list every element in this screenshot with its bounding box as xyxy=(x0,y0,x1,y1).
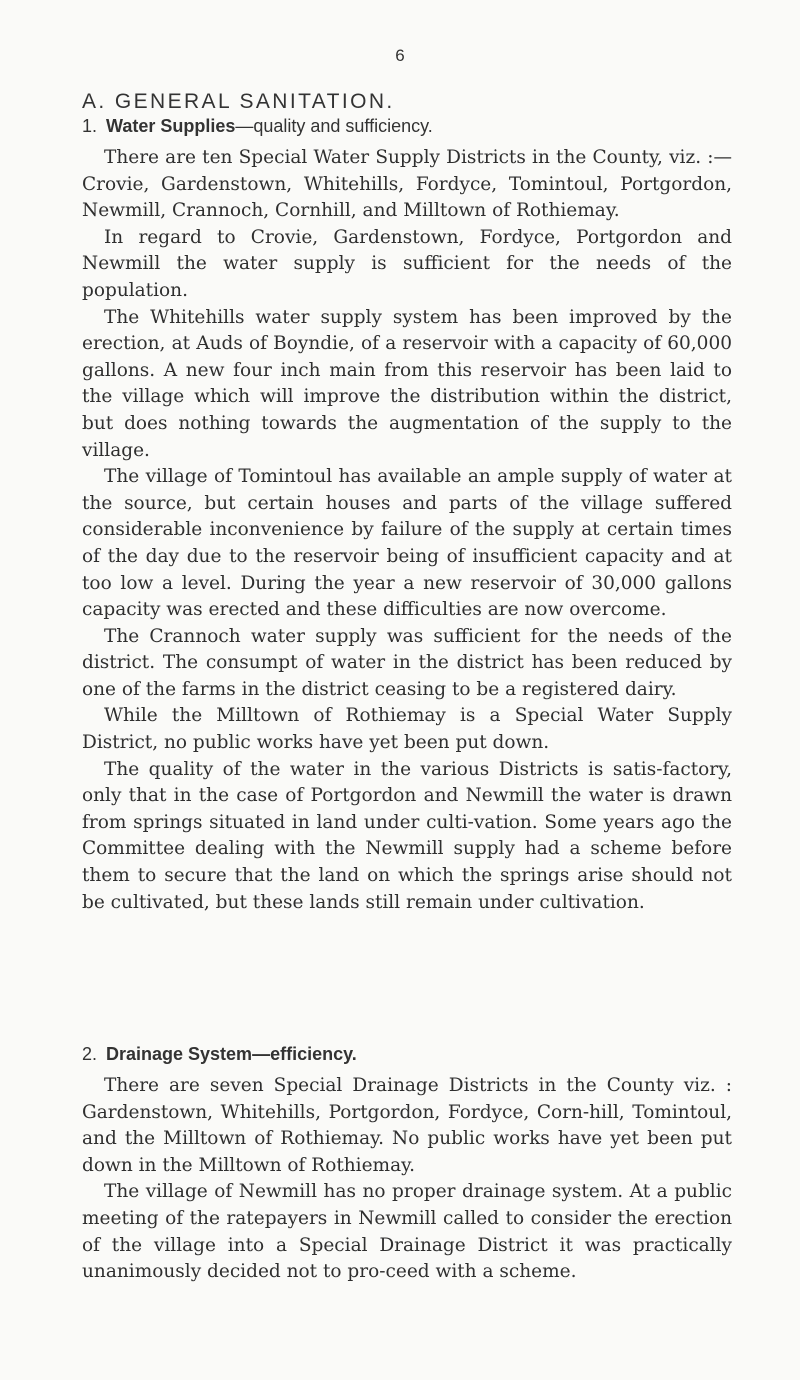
page-number: 6 xyxy=(395,46,405,65)
paragraph: The quality of the water in the various Districts is satis-factory, only that in the case of Portgordon and Newmill the water is drawn from springs situated in land under culti-vation. Some years ago the Committee dealing with the Newmill supply had a scheme before them to secure that the land on which the springs arise should not be cultivated, but these lands still remain under cultivation. xyxy=(82,758,732,913)
paragraph: In regard to Crovie, Gardenstown, Fordyce, Portgordon and Newmill the water supply is sufficient for the needs of the population. xyxy=(82,226,732,301)
section-heading: A. GENERAL SANITATION. xyxy=(82,90,395,113)
subsection-title: Water Supplies xyxy=(106,116,236,136)
paragraph: The village of Tomintoul has available an ample supply of water at the source, but certain houses and parts of the village suffered considerable inconvenience by failure of the supply at certain times of the day due to the reservoir being of insufficient capacity and at too low a level. During the year a new reservoir of 30,000 gallons capacity was erected and these difficulties are now overcome. xyxy=(82,466,732,621)
paragraph: The Crannoch water supply was sufficient for the needs of the district. The consumpt of water in the district has been reduced by one of the farms in the district ceasing to be a registered dairy. xyxy=(82,625,732,700)
drainage-system-section xyxy=(82,1044,732,1286)
paragraph: There are ten Special Water Supply Districts in the County, viz. :—Crovie, Gardenstown, Whitehills, Fordyce, Tomintoul, Portgordon, Newmill, Crannoch, Cornhill, and Milltown of Rothiemay. xyxy=(82,147,732,222)
subsection-title: Drainage System xyxy=(106,1044,253,1064)
subsection-number: 1. xyxy=(82,116,98,136)
subsection-title-rest: —efficiency. xyxy=(252,1044,357,1064)
paragraph: The village of Newmill has no proper drainage system. At a public meeting of the ratepayers in Newmill called to consider the erection of the village into a Special Drainage District it was practically unanimously decided not to pro-ceed with a scheme. xyxy=(82,1181,732,1283)
subsection-heading xyxy=(82,116,732,137)
water-supplies-section xyxy=(82,116,732,916)
subsection-heading xyxy=(82,1044,732,1065)
paragraph: There are seven Special Drainage Districts in the County viz. : Gardenstown, Whitehills, Portgordon, Fordyce, Corn-hill, Tomintoul, and the Milltown of Rothiemay. No public works have yet been put down in the Milltown of Rothiemay. xyxy=(82,1075,732,1176)
paragraph: The Whitehills water supply system has been improved by the erection, at Auds of Boyndie, of a reservoir with a capacity of 60,000 gallons. A new four inch main from this reservoir has been laid to the village which will improve the distribution within the district, but does nothing towards the augmentation of the supply to the village. xyxy=(82,306,732,461)
subsection-number: 2. xyxy=(82,1044,98,1064)
subsection-title-rest: —quality and sufficiency. xyxy=(235,116,433,136)
paragraph: While the Milltown of Rothiemay is a Special Water Supply District, no public works have yet been put down. xyxy=(82,705,732,754)
